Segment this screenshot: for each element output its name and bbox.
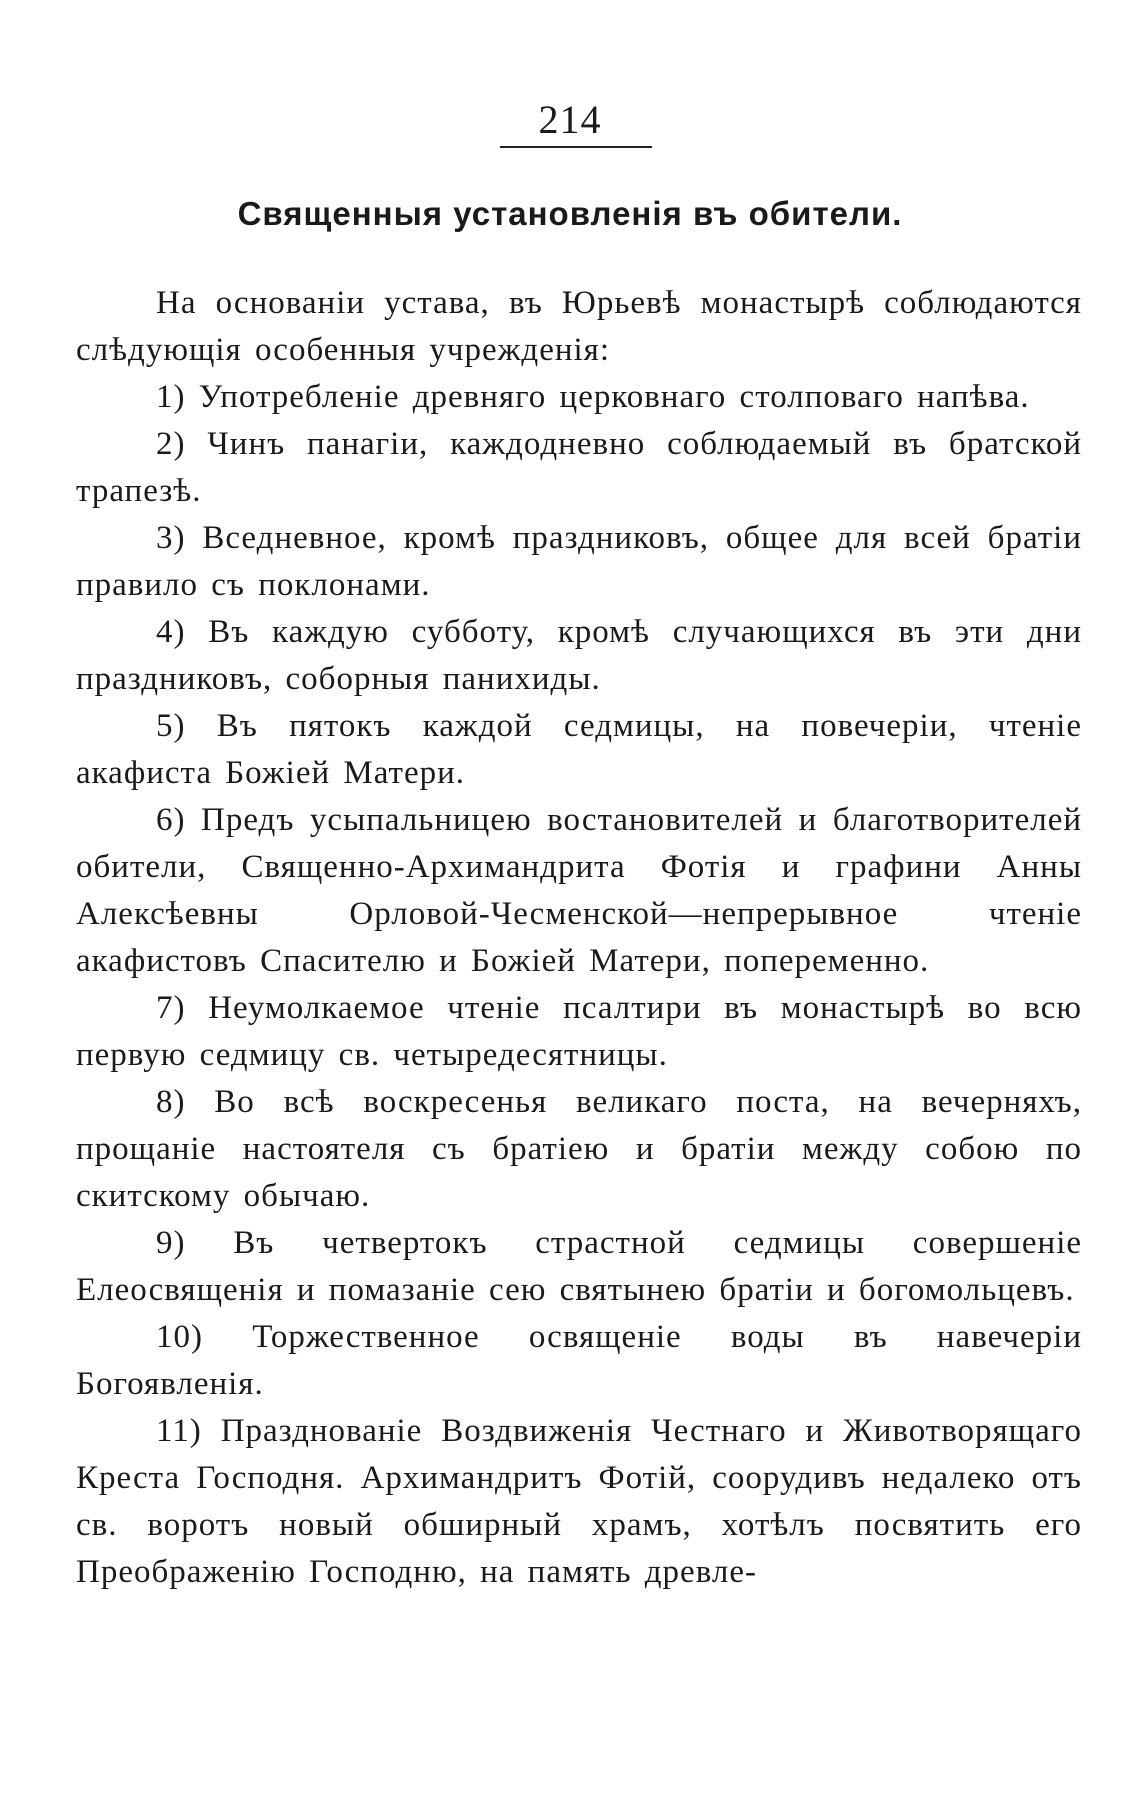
list-item — [76, 609, 1082, 703]
item-number: 4) — [156, 614, 186, 650]
item-number: 7) — [156, 990, 186, 1026]
item-text: Предъ усыпальницею востановителей и благотворителей обители, Священно-Архимандрита Фотія и графини Анны Алексѣевны Орловой-Чесменской—непрерывное чтеніе акафистовъ Спасителю и Божіей Матери, попеременно. — [76, 802, 1082, 979]
body-text — [76, 280, 1082, 1596]
list-item — [76, 1314, 1082, 1408]
item-text: Чинъ панагіи, каждодневно соблюдаемый въ братской трапезѣ. — [76, 426, 1082, 509]
list-item — [76, 515, 1082, 609]
list-item — [76, 1220, 1082, 1314]
item-number: 2) — [156, 426, 186, 462]
item-text: Въ пятокъ каждой седмицы, на повечеріи, чтеніе акафиста Божіей Матери. — [76, 708, 1082, 791]
list-item — [76, 703, 1082, 797]
item-number: 6) — [156, 802, 186, 838]
intro-paragraph: На основаніи устава, въ Юрьевѣ монастырѣ соблюдаются слѣдующія особенныя учрежденія: — [76, 285, 1082, 368]
section-heading: Священныя установленія въ обители. — [237, 195, 903, 232]
list-item — [76, 797, 1082, 985]
item-number: 10) — [156, 1319, 203, 1355]
list-item — [76, 1079, 1082, 1220]
item-text: Празднованіе Воздвиженія Честнаго и Животворящаго Креста Господня. Архимандритъ Фотій, соорудивъ недалеко отъ св. воротъ новый обширный храмъ, хотѣлъ посвятить его Преображенію Господню, на память древле- — [76, 1413, 1083, 1590]
page-number: 214 — [538, 97, 602, 142]
item-text: Во всѣ воскресенья великаго поста, на вечерняхъ, прощаніе настоятеля съ братіею и братіи между собою по скитскому обычаю. — [76, 1084, 1082, 1214]
item-text: Неумолкаемое чтеніе псалтири въ монастырѣ во всю первую седмицу св. четыредесятницы. — [76, 990, 1082, 1073]
item-number: 5) — [156, 708, 186, 744]
item-number: 9) — [156, 1225, 186, 1261]
item-text: Въ четвертокъ страстной седмицы совершеніе Елеосвященія и помазаніе сею святынею братіи и богомольцевъ. — [76, 1225, 1083, 1308]
page-number-rule — [500, 146, 652, 148]
list-item — [76, 421, 1082, 515]
item-number: 8) — [156, 1084, 186, 1120]
item-text: Торжественное освященіе воды въ навечеріи Богоявленія. — [76, 1319, 1082, 1402]
item-number: 11) — [156, 1413, 202, 1449]
list-item — [76, 1408, 1082, 1596]
item-number: 1) — [156, 379, 186, 415]
item-text: Вседневное, кромѣ праздниковъ, общее для всей братіи правило съ поклонами. — [76, 520, 1082, 603]
item-text: Въ каждую субботу, кромѣ случающихся въ эти дни праздниковъ, соборныя панихиды. — [76, 614, 1083, 697]
list-item — [76, 374, 1082, 421]
item-number: 3) — [156, 520, 186, 556]
list-item — [76, 985, 1082, 1079]
item-text: Употребленіе древняго церковнаго столповаго напѣва. — [198, 379, 1030, 415]
